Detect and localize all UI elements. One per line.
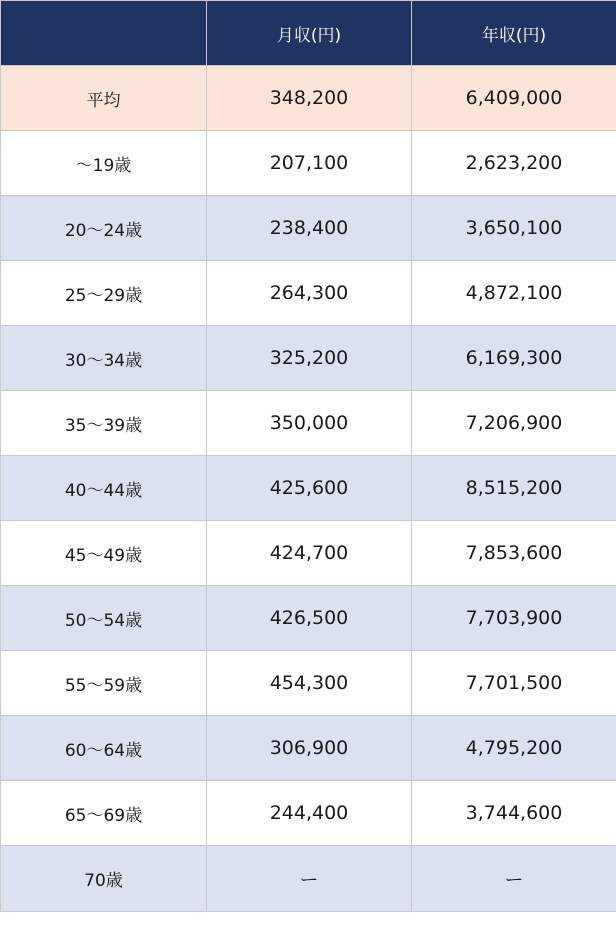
header-row — [1, 1, 616, 66]
row-label: 40〜44歳 — [1, 456, 207, 521]
row-label: 50〜54歳 — [1, 586, 207, 651]
annual-income-cell: 2,623,200 — [412, 131, 616, 196]
annual-income-cell: 6,409,000 — [412, 66, 616, 131]
annual-income-cell: 7,853,600 — [412, 521, 616, 586]
monthly-income-cell: 244,400 — [207, 781, 412, 846]
annual-income-cell: 7,206,900 — [412, 391, 616, 456]
table-row — [1, 196, 616, 261]
table-row — [1, 261, 616, 326]
monthly-income-cell: 306,900 — [207, 716, 412, 781]
header-blank-cell — [1, 1, 207, 66]
table-row — [1, 586, 616, 651]
row-label: 30〜34歳 — [1, 326, 207, 391]
monthly-income-cell: 426,500 — [207, 586, 412, 651]
annual-income-cell: 3,744,600 — [412, 781, 616, 846]
monthly-income-cell: 454,300 — [207, 651, 412, 716]
header-monthly-income: 月収(円) — [207, 1, 412, 66]
annual-income-cell: 7,701,500 — [412, 651, 616, 716]
monthly-income-cell: 264,300 — [207, 261, 412, 326]
table-row — [1, 781, 616, 846]
table-row — [1, 846, 616, 912]
annual-income-cell: ー — [412, 846, 616, 912]
row-label: 35〜39歳 — [1, 391, 207, 456]
table-row — [1, 326, 616, 391]
monthly-income-cell: ー — [207, 846, 412, 912]
table-row-average — [1, 66, 616, 131]
table-row — [1, 456, 616, 521]
row-label: 平均 — [1, 66, 207, 131]
annual-income-cell: 7,703,900 — [412, 586, 616, 651]
annual-income-cell: 3,650,100 — [412, 196, 616, 261]
row-label: 20〜24歳 — [1, 196, 207, 261]
row-label: 〜19歳 — [1, 131, 207, 196]
annual-income-cell: 6,169,300 — [412, 326, 616, 391]
row-label: 25〜29歳 — [1, 261, 207, 326]
row-label: 60〜64歳 — [1, 716, 207, 781]
monthly-income-cell: 424,700 — [207, 521, 412, 586]
monthly-income-cell: 350,000 — [207, 391, 412, 456]
table-row — [1, 521, 616, 586]
annual-income-cell: 8,515,200 — [412, 456, 616, 521]
row-label: 70歳 — [1, 846, 207, 912]
row-label: 55〜59歳 — [1, 651, 207, 716]
monthly-income-cell: 207,100 — [207, 131, 412, 196]
table-row — [1, 716, 616, 781]
row-label: 65〜69歳 — [1, 781, 207, 846]
monthly-income-cell: 348,200 — [207, 66, 412, 131]
annual-income-cell: 4,795,200 — [412, 716, 616, 781]
annual-income-cell: 4,872,100 — [412, 261, 616, 326]
table-row — [1, 131, 616, 196]
monthly-income-cell: 238,400 — [207, 196, 412, 261]
monthly-income-cell: 425,600 — [207, 456, 412, 521]
row-label: 45〜49歳 — [1, 521, 207, 586]
table-row — [1, 391, 616, 456]
table-row — [1, 651, 616, 716]
monthly-income-cell: 325,200 — [207, 326, 412, 391]
header-annual-income: 年収(円) — [412, 1, 616, 66]
